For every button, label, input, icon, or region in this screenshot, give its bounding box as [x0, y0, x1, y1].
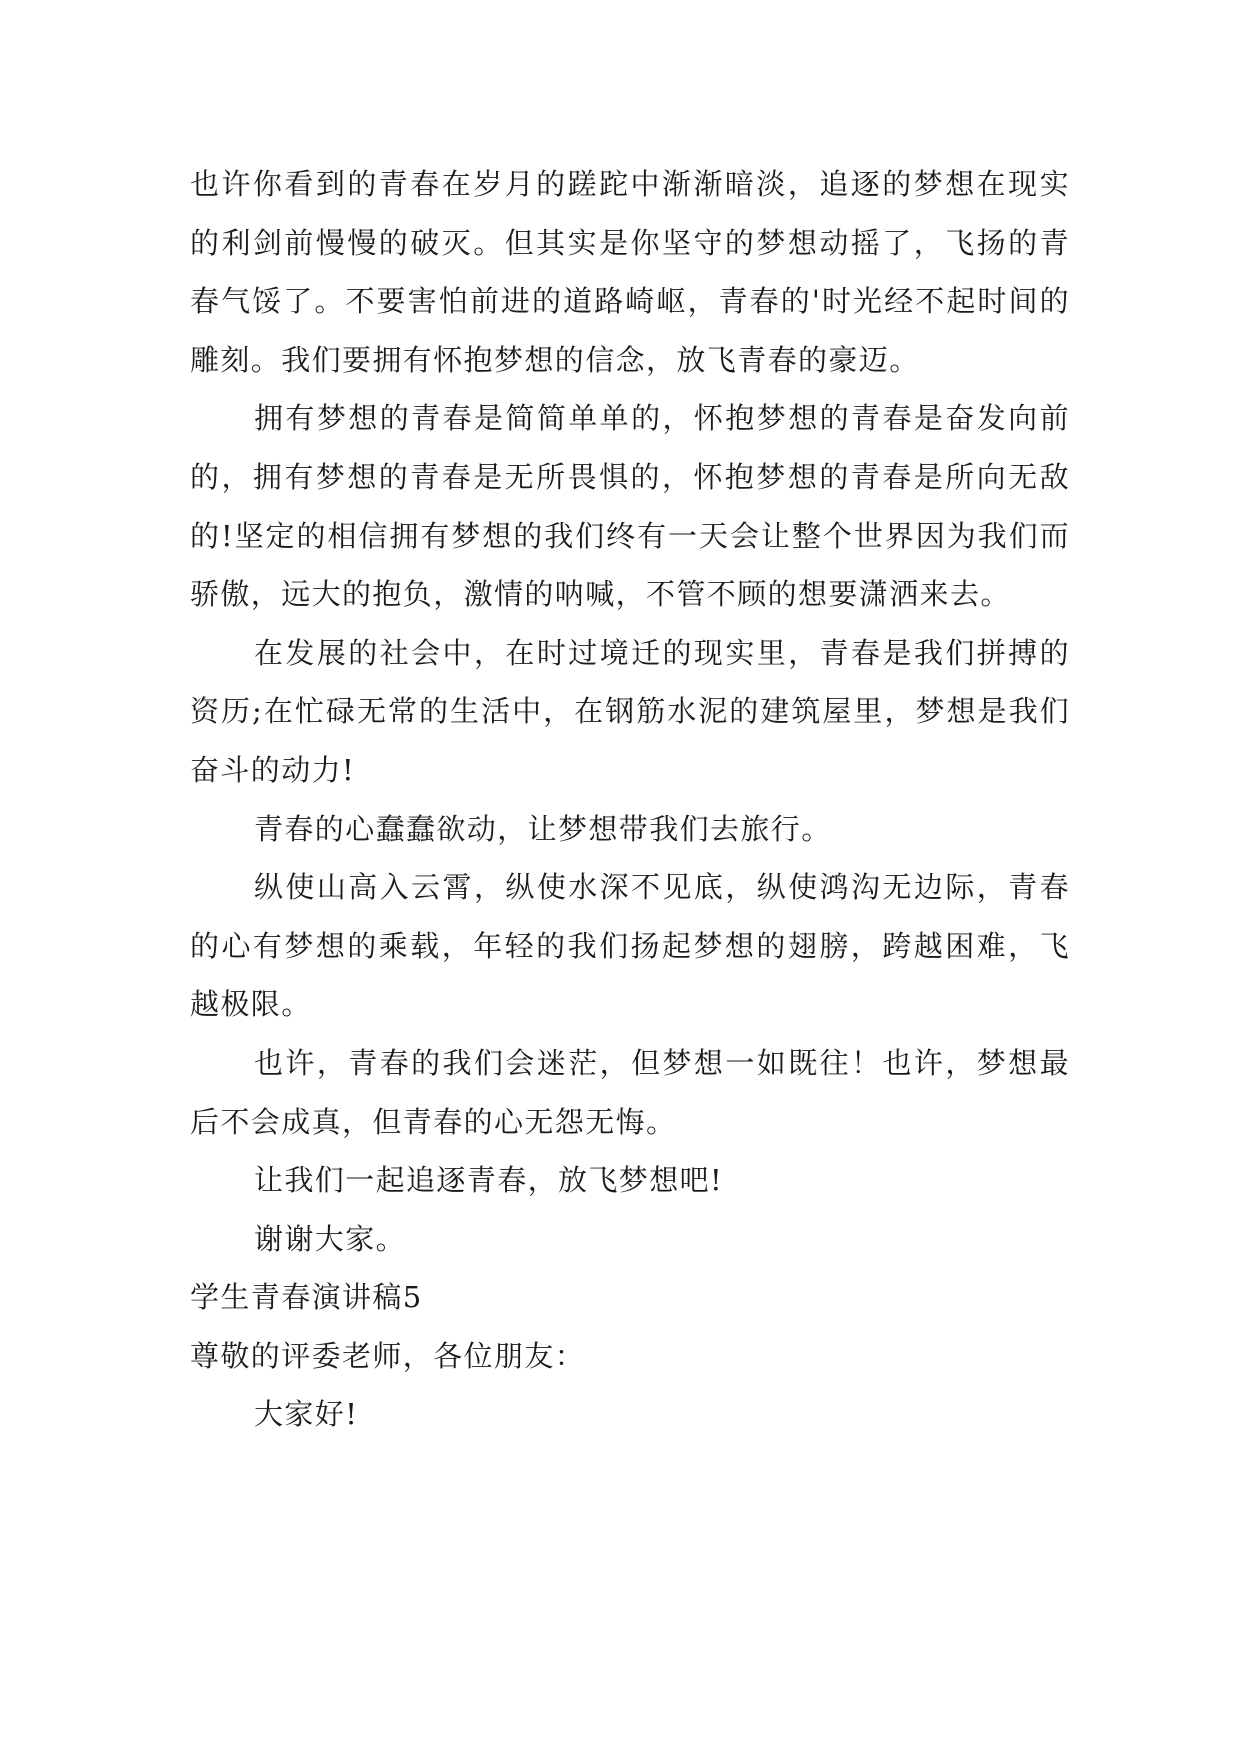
section-title: 学生青春演讲稿5: [190, 1280, 423, 1315]
greeting: 大家好!: [254, 1397, 359, 1432]
paragraph: 也许，青春的我们会迷茫，但梦想一如既往！也许，梦想最后不会成真，但青春的心无怨无悔。: [190, 1045, 1070, 1139]
paragraph: 谢谢大家。: [254, 1221, 407, 1256]
paragraph: 让我们一起追逐青春，放飞梦想吧!: [254, 1163, 724, 1198]
salutation: 尊敬的评委老师，各位朋友：: [190, 1338, 586, 1373]
paragraph: 在发展的社会中，在时过境迁的现实里，青春是我们拼搏的资历;在忙碌无常的生活中，在钢筋水泥的建筑屋里，梦想是我们奋斗的动力!: [190, 635, 1070, 787]
paragraph: 拥有梦想的青春是简简单单的，怀抱梦想的青春是奋发向前的，拥有梦想的青春是无所畏惧的，怀抱梦想的青春是所向无敌的!坚定的相信拥有梦想的我们终有一天会让整个世界因为我们而骄傲，远大的抱负，激情的呐喊，不管不顾的想要潇洒来去。: [190, 401, 1070, 612]
paragraph: 青春的心蠢蠢欲动，让梦想带我们去旅行。: [254, 811, 832, 846]
paragraph-continued: 也许你看到的青春在岁月的蹉跎中渐渐暗淡，追逐的梦想在现实的利剑前慢慢的破灭。但其实是你坚守的梦想动摇了，飞扬的青春气馁了。不要害怕前进的道路崎岖，青春的'时光经不起时间的雕刻。我们要拥有怀抱梦想的信念，放飞青春的豪迈。: [190, 167, 1070, 377]
document-page: [190, 155, 1070, 1444]
paragraph: 纵使山高入云霄，纵使水深不见底，纵使鸿沟无边际，青春的心有梦想的乘载，年轻的我们扬起梦想的翅膀，跨越困难，飞越极限。: [190, 870, 1070, 1022]
